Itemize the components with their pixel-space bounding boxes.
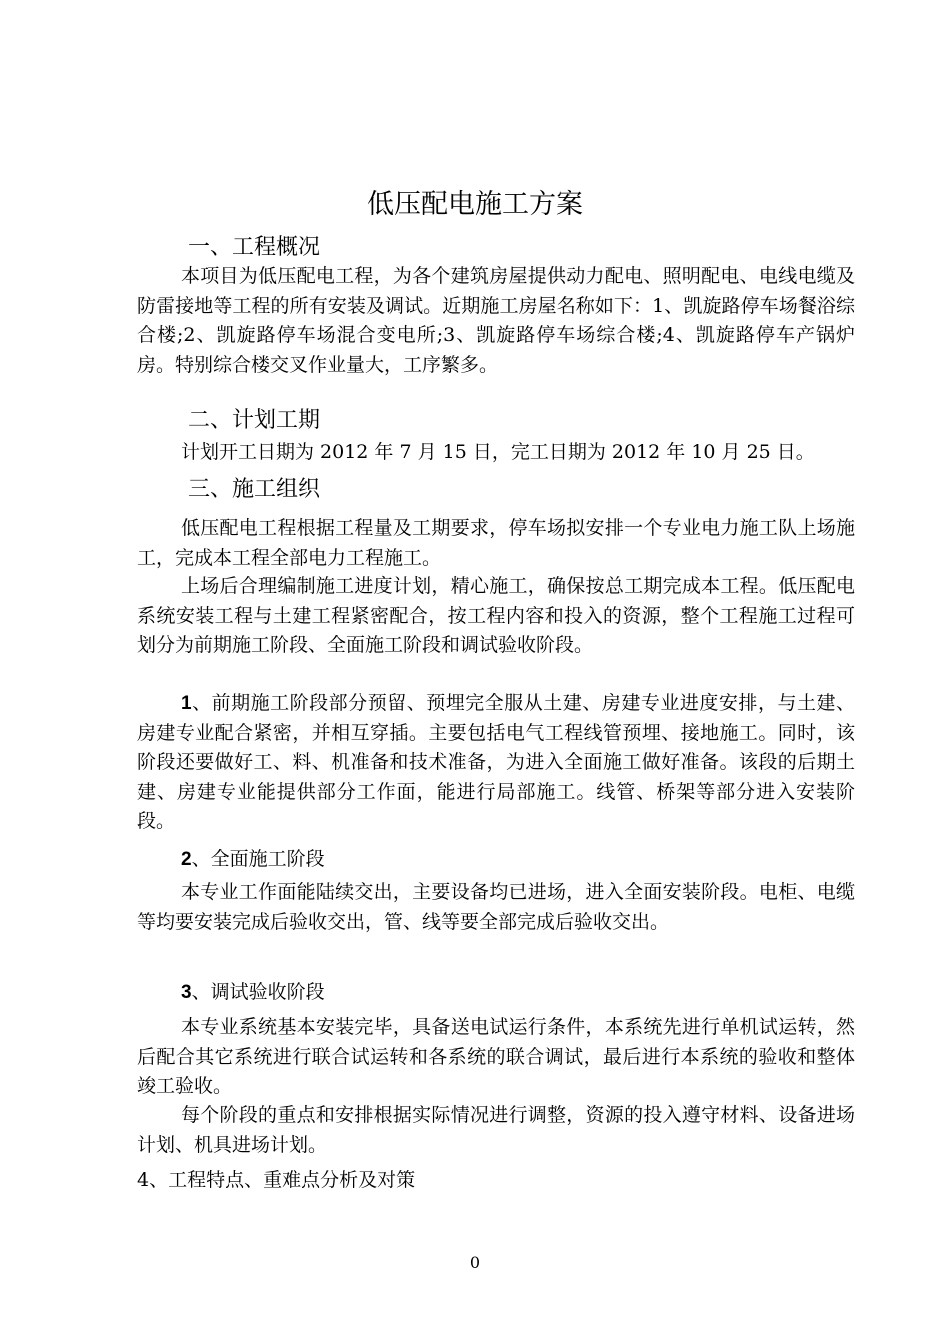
section-3-paragraph-2: 上场后合理编制施工进度计划，精心施工，确保按总工期完成本工程。低压配电系统安装工程与土建工程紧密配合，按工程内容和投入的资源，整个工程施工过程可划分为前期施工阶段、全面施工阶段和调试验收阶段。 <box>137 575 855 656</box>
phase-3-heading <box>181 978 325 1007</box>
section-2-paragraph: 计划开工日期为 2012 年 7 月 15 日，完工日期为 2012 年 10 月 25 日。 <box>181 441 815 463</box>
section-1-paragraph: 本项目为低压配电工程，为各个建筑房屋提供动力配电、照明配电、电线电缆及防雷接地等工程的所有安装及调试。近期施工房屋名称如下：1、凯旋路停车场餐浴综合楼;2、凯旋路停车场混合变电所;3、凯旋路停车场综合楼;4、凯旋路停车产锅炉房。特别综合楼交叉作业量大，工序繁多。 <box>137 265 855 376</box>
phase-1-number: 1 <box>181 693 192 714</box>
section-3-heading: 三、施工组织 <box>188 477 321 502</box>
phase-1-text: 、前期施工阶段部分预留、预埋完全服从土建、房建专业进度安排，与土建、房建专业配合紧密，并相互穿插。主要包括电气工程线管预埋、接地施工。同时，该阶段还要做好工、料、机准备和技术准备，为进入全面施工做好准备。该段的后期土建、房建专业能提供部分工作面，能进行局部施工。线管、桥架等部分进入安装阶段。 <box>137 692 855 832</box>
section-2-heading: 二、计划工期 <box>188 408 321 433</box>
section-3-paragraph-1: 低压配电工程根据工程量及工期要求，停车场拟安排一个专业电力施工队上场施工，完成本工程全部电力工程施工。 <box>137 517 855 569</box>
phase-3-number: 3 <box>181 982 192 1003</box>
phase-2-heading <box>181 845 325 874</box>
document-title: 低压配电施工方案 <box>367 189 583 220</box>
section-1-heading: 一、工程概况 <box>188 235 321 260</box>
phase-2-label: 、全面施工阶段 <box>191 848 325 870</box>
phase-3-label: 、调试验收阶段 <box>191 981 325 1003</box>
section-4-heading: 4、工程特点、重难点分析及对策 <box>137 1169 416 1191</box>
phase-2-paragraph: 本专业工作面能陆续交出，主要设备均已进场，进入全面安装阶段。电柜、电缆等均要安装完成后验收交出，管、线等要全部完成后验收交出。 <box>137 881 855 933</box>
phase-3-paragraph: 本专业系统基本安装完毕，具备送电试运行条件，本系统先进行单机试运转，然后配合其它系统进行联合试运转和各系统的联合调试，最后进行本系统的验收和整体竣工验收。 <box>137 1016 855 1097</box>
page-number: 0 <box>469 1253 481 1272</box>
phase-2-number: 2 <box>181 849 192 870</box>
closing-paragraph: 每个阶段的重点和安排根据实际情况进行调整，资源的投入遵守材料、设备进场计划、机具进场计划。 <box>137 1104 855 1156</box>
section-3-paragraph-3 <box>137 689 855 837</box>
